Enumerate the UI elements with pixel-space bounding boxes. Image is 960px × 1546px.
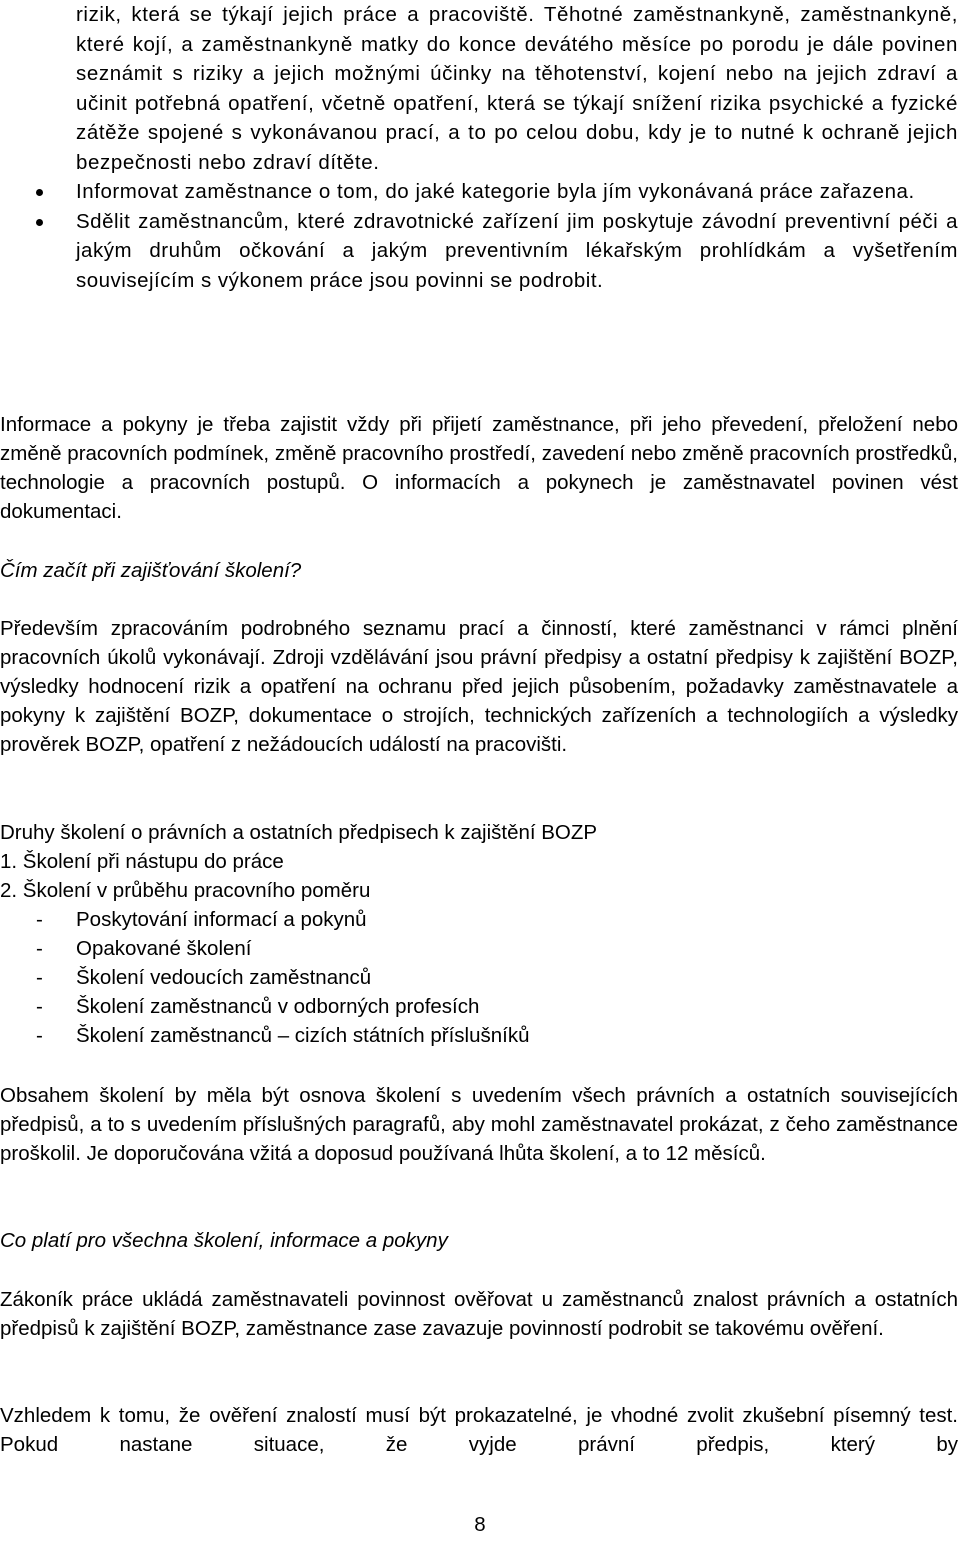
bullet-list-items xyxy=(0,0,958,295)
page-number: 8 xyxy=(474,1513,486,1536)
training-types-block xyxy=(0,818,958,1050)
bullet-text: Informovat zaměstnance o tom, do jaké kategorie byla jím vykonávaná práce zařazena. xyxy=(76,180,915,203)
bullet-text: Sdělit zaměstnancům, které zdravotnické zařízení jim poskytuje závodní preventivní péči a jakým druhům očkování a jakým preventivním lékařským prohlídkám a vyšetřením souvisejícím s výkonem práce jsou povinni se podrobit. xyxy=(76,209,958,292)
paragraph-start-block xyxy=(0,614,958,759)
bullet-list xyxy=(0,0,958,295)
bullet-item-continued: rizik, která se týkají jejich práce a pracoviště. Těhotné zaměstnankyně, zaměstnankyně, které kojí, a zaměstnankyně matky do konce devátého měsíce po porodu je dále povinen seznámit s riziky a jejich možnými účinky na těhotenství, kojení nebo na jejich zdraví a učinit potřebná opatření, včetně opatření, která se týkají snížení rizika psychické a fyzické zátěže spojené s vykonávanou prací, a to po celou dobu, kdy je to nutné k ochraně jejich bezpečnosti nebo zdraví dítěte. xyxy=(76,3,958,174)
list-item xyxy=(0,934,958,963)
heading-all-block xyxy=(0,1226,958,1255)
paragraph-content: Obsahem školení by měla být osnova školení s uvedením všech právních a ostatních souvisejících předpisů, a to s uvedením příslušných paragrafů, aby mohl zaměstnavatel prokázat, z čeho zaměstnance proškolil. Je doporučována vžitá a doposud používaná lhůta školení, a to 12 měsíců. xyxy=(0,1084,958,1165)
list-item xyxy=(0,963,958,992)
section-heading-start: Čím začít při zajišťování školení? xyxy=(0,559,302,582)
paragraph-law-block xyxy=(0,1285,958,1343)
dash-icon: - xyxy=(36,1024,43,1047)
list-item-text: Školení zaměstnanců – cizích státních příslušníků xyxy=(76,1024,530,1047)
paragraph-law: Zákoník práce ukládá zaměstnavateli povinnost ověřovat u zaměstnanců znalost právních a ostatních předpisů k zajištění BOZP, zaměstnance zase zavazuje povinností podrobit se takovému ověření. xyxy=(0,1288,958,1340)
dash-icon: - xyxy=(36,937,43,960)
bullet-item-health-care xyxy=(0,207,958,296)
list-item xyxy=(0,992,958,1021)
dash-icon: - xyxy=(36,995,43,1018)
list-item xyxy=(0,905,958,934)
bullet-icon xyxy=(36,189,43,196)
training-types-title: Druhy školení o právních a ostatních předpisech k zajištění BOZP xyxy=(0,821,598,844)
list-item xyxy=(0,1021,958,1050)
bullet-item-category xyxy=(0,177,958,207)
training-subitems-list xyxy=(0,905,958,1050)
heading-start-block xyxy=(0,556,958,585)
section-heading-all: Co platí pro všechna školení, informace a pokyny xyxy=(0,1229,448,1252)
paragraph-info-block xyxy=(0,410,958,526)
bullet-icon xyxy=(36,219,43,226)
list-item-text: Školení vedoucích zaměstnanců xyxy=(76,966,372,989)
dash-icon: - xyxy=(36,966,43,989)
list-item-text: Opakované školení xyxy=(76,937,252,960)
list-item-text: Školení zaměstnanců v odborných profesích xyxy=(76,995,480,1018)
paragraph-content-block xyxy=(0,1081,958,1168)
paragraph-test: Vzhledem k tomu, že ověření znalostí musí být prokazatelné, je vhodné zvolit zkušební písemný test. Pokud nastane situace, že vyjde právní předpis, který by xyxy=(0,1404,958,1456)
paragraph-information: Informace a pokyny je třeba zajistit vždy při přijetí zaměstnance, při jeho převedení, přeložení nebo změně pracovních podmínek, změně pracovního prostředí, zavedení nebo změně pracovních prostředků, technologie a pracovních postupů. O informacích a pokynech je zaměstnavatel povinen vést dokumentaci. xyxy=(0,413,958,523)
training-type-1: 1. Školení při nástupu do práce xyxy=(0,850,284,873)
list-item-text: Poskytování informací a pokynů xyxy=(76,908,367,931)
training-type-2: 2. Školení v průběhu pracovního poměru xyxy=(0,879,371,902)
dash-icon: - xyxy=(36,908,43,931)
paragraph-test-block xyxy=(0,1401,958,1459)
paragraph-start: Především zpracováním podrobného seznamu prací a činností, které zaměstnanci v rámci plnění pracovních úkolů vykonávají. Zdroji vzdělávání jsou právní předpisy a ostatní předpisy k zajištění BOZP, výsledky hodnocení rizik a opatření na ochranu před jejich působením, požadavky zaměstnavatele a pokyny k zajištění BOZP, dokumentace o strojích, technických zařízeních a technologiích a výsledky prověrek BOZP, opatření z nežádoucích událostí na pracovišti. xyxy=(0,617,958,756)
